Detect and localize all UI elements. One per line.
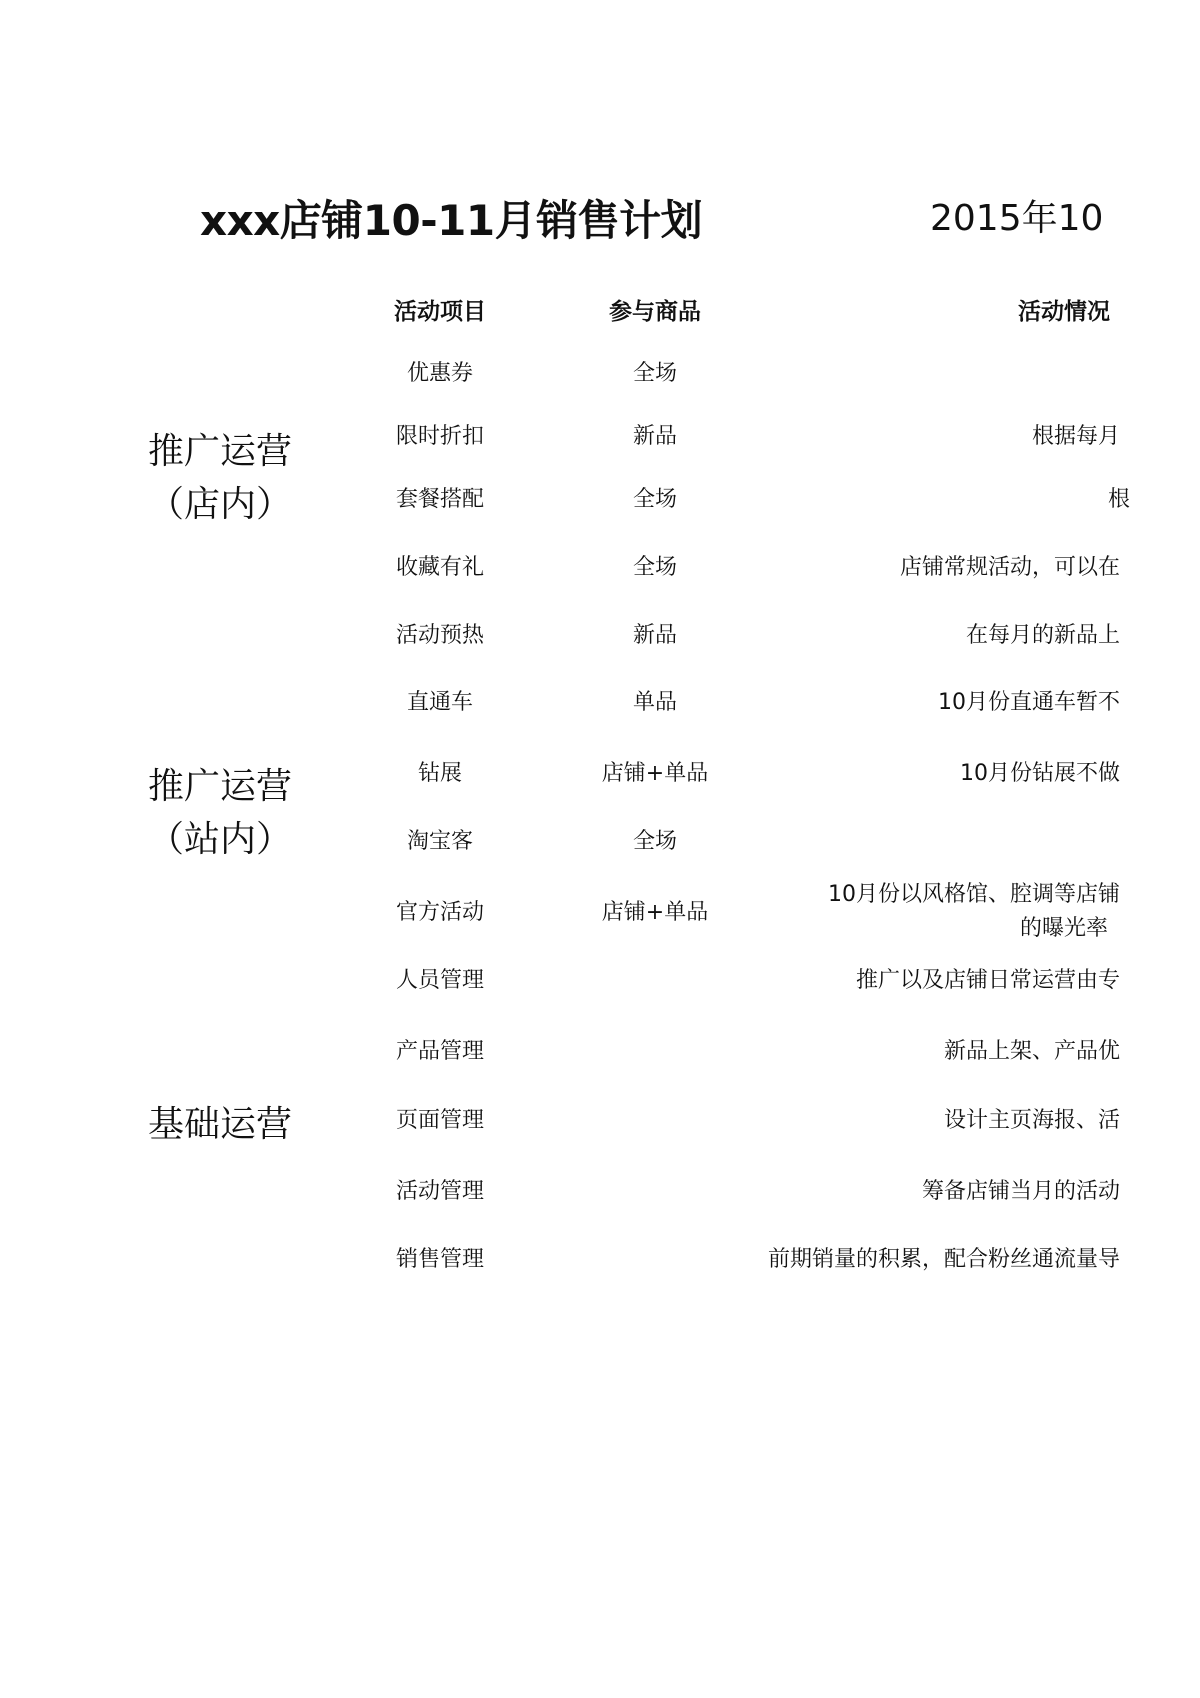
- row-status-cell: [700, 1104, 1120, 1138]
- header-activity-item: 活动项目: [394, 299, 486, 325]
- row-goods: 全场: [632, 487, 677, 512]
- row-status-cell: [700, 420, 1120, 454]
- row-status-cell: [700, 964, 1120, 998]
- row-item: 产品管理: [395, 1039, 484, 1064]
- row-status-cell: [700, 1243, 1120, 1277]
- row-goods: 店铺+单品: [601, 900, 709, 925]
- row-item: 套餐搭配: [395, 487, 484, 512]
- row-status: 筹备店铺当月的活动: [921, 1179, 1120, 1204]
- row-goods: 新品: [632, 623, 677, 648]
- header-participating-goods: 参与商品: [609, 299, 701, 325]
- row-item: 活动预热: [395, 623, 484, 648]
- date-text: 2015年10: [930, 198, 1104, 239]
- row-goods: 全场: [632, 829, 677, 854]
- row-item: 页面管理: [395, 1108, 484, 1133]
- row-status-line: 10月份以风格馆、腔调等店铺: [828, 882, 1120, 907]
- row-status-cell: [700, 686, 1120, 720]
- row-status-cell: [700, 878, 1120, 950]
- row-item: 优惠券: [406, 361, 473, 386]
- row-status: 10月份钻展不做: [960, 761, 1120, 786]
- row-goods: 全场: [632, 555, 677, 580]
- row-item: 收藏有礼: [395, 555, 484, 580]
- row-item: 官方活动: [395, 900, 484, 925]
- row-status: 10月份直通车暂不: [938, 690, 1120, 715]
- group-label-line: （站内）: [147, 819, 292, 860]
- row-status: [828, 878, 1120, 946]
- group-label-basic-operations: [120, 1098, 320, 1151]
- header-activity-status: 活动情况: [1018, 299, 1110, 325]
- row-status: 根据每月: [1031, 424, 1120, 449]
- row-item: 活动管理: [395, 1179, 484, 1204]
- group-label-line: 基础运营: [147, 1104, 292, 1145]
- group-label-store-promotion: [120, 425, 320, 531]
- group-label-line: 推广运营: [147, 431, 292, 472]
- row-status: 前期销量的积累，配合粉丝通流量导: [767, 1247, 1120, 1272]
- row-goods: 单品: [632, 690, 677, 715]
- row-status-cell: [700, 483, 1130, 517]
- row-status: 在每月的新品上: [965, 623, 1120, 648]
- row-goods: 新品: [632, 424, 677, 449]
- row-status: 新品上架、产品优: [943, 1039, 1120, 1064]
- group-label-site-promotion: [120, 760, 320, 866]
- group-label-line: 推广运营: [147, 766, 292, 807]
- row-goods: 全场: [632, 361, 677, 386]
- group-label-line: （店内）: [147, 484, 292, 525]
- row-item: 限时折扣: [395, 424, 484, 449]
- row-status: 根: [1107, 487, 1130, 512]
- header-status-cell: [740, 293, 1110, 327]
- row-status-cell: [700, 1175, 1120, 1209]
- row-item: 钻展: [417, 761, 462, 786]
- row-goods: 店铺+单品: [601, 761, 709, 786]
- row-item: 直通车: [406, 690, 473, 715]
- row-status: 推广以及店铺日常运营由专: [855, 968, 1120, 993]
- row-status: 店铺常规活动，可以在: [899, 555, 1120, 580]
- page-title: xxx店铺10-11月销售计划: [200, 196, 703, 245]
- row-status-line: 的曝光率: [1019, 916, 1108, 941]
- row-status-cell: [700, 619, 1120, 653]
- row-item: 人员管理: [395, 968, 484, 993]
- row-status-cell: [700, 551, 1120, 585]
- row-item: 淘宝客: [406, 829, 473, 854]
- row-status-cell: [700, 757, 1120, 791]
- row-item: 销售管理: [395, 1247, 484, 1272]
- row-status-cell: [700, 1035, 1120, 1069]
- date-cell: [930, 190, 1104, 246]
- row-status: 设计主页海报、活: [943, 1108, 1120, 1133]
